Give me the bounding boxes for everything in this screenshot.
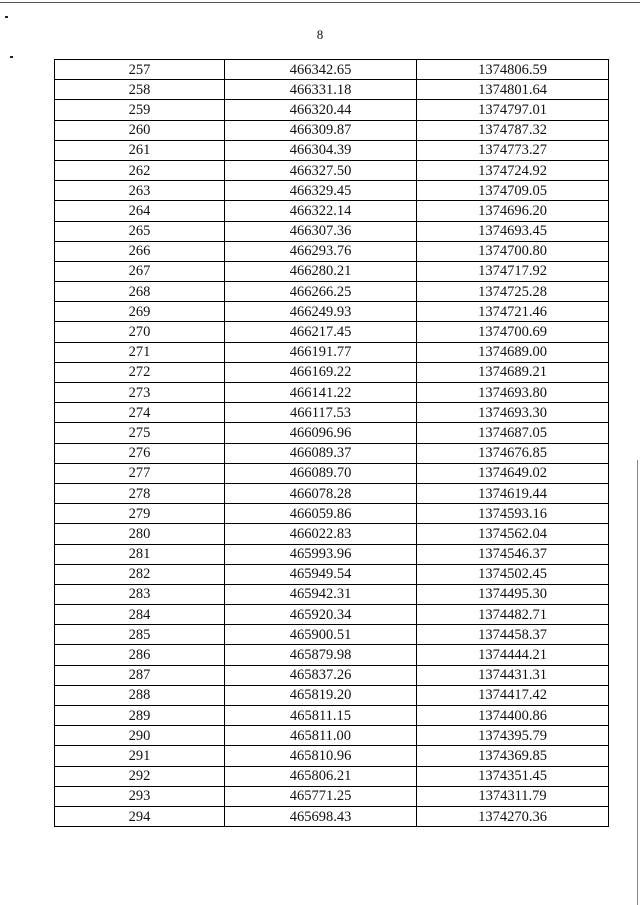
y-coordinate-cell: 1374495.30 bbox=[417, 584, 609, 604]
table-row bbox=[55, 746, 609, 766]
point-number-cell: 281 bbox=[55, 544, 225, 564]
x-coordinate-cell: 466329.45 bbox=[225, 181, 417, 201]
table-row bbox=[55, 544, 609, 564]
x-coordinate-cell: 466322.14 bbox=[225, 201, 417, 221]
table-row bbox=[55, 383, 609, 403]
table-row bbox=[55, 221, 609, 241]
table-row bbox=[55, 504, 609, 524]
y-coordinate-cell: 1374693.45 bbox=[417, 221, 609, 241]
point-number-cell: 260 bbox=[55, 120, 225, 140]
x-coordinate-cell: 466141.22 bbox=[225, 383, 417, 403]
table-row bbox=[55, 706, 609, 726]
table-row bbox=[55, 605, 609, 625]
y-coordinate-cell: 1374687.05 bbox=[417, 423, 609, 443]
point-number-cell: 287 bbox=[55, 665, 225, 685]
y-coordinate-cell: 1374725.28 bbox=[417, 282, 609, 302]
coordinates-table bbox=[54, 59, 609, 827]
point-number-cell: 263 bbox=[55, 181, 225, 201]
y-coordinate-cell: 1374797.01 bbox=[417, 100, 609, 120]
y-coordinate-cell: 1374693.30 bbox=[417, 403, 609, 423]
point-number-cell: 266 bbox=[55, 241, 225, 261]
point-number-cell: 291 bbox=[55, 746, 225, 766]
y-coordinate-cell: 1374721.46 bbox=[417, 302, 609, 322]
point-number-cell: 289 bbox=[55, 706, 225, 726]
x-coordinate-cell: 466089.37 bbox=[225, 443, 417, 463]
table-row bbox=[55, 241, 609, 261]
point-number-cell: 271 bbox=[55, 342, 225, 362]
y-coordinate-cell: 1374562.04 bbox=[417, 524, 609, 544]
point-number-cell: 262 bbox=[55, 160, 225, 180]
x-coordinate-cell: 465879.98 bbox=[225, 645, 417, 665]
x-coordinate-cell: 466266.25 bbox=[225, 282, 417, 302]
x-coordinate-cell: 466096.96 bbox=[225, 423, 417, 443]
table-row bbox=[55, 766, 609, 786]
y-coordinate-cell: 1374431.31 bbox=[417, 665, 609, 685]
point-number-cell: 272 bbox=[55, 362, 225, 382]
y-coordinate-cell: 1374417.42 bbox=[417, 685, 609, 705]
table-row bbox=[55, 403, 609, 423]
point-number-cell: 270 bbox=[55, 322, 225, 342]
y-coordinate-cell: 1374458.37 bbox=[417, 625, 609, 645]
point-number-cell: 273 bbox=[55, 383, 225, 403]
y-coordinate-cell: 1374801.64 bbox=[417, 80, 609, 100]
x-coordinate-cell: 466342.65 bbox=[225, 60, 417, 80]
x-coordinate-cell: 466249.93 bbox=[225, 302, 417, 322]
table-row bbox=[55, 362, 609, 382]
y-coordinate-cell: 1374351.45 bbox=[417, 766, 609, 786]
point-number-cell: 261 bbox=[55, 140, 225, 160]
x-coordinate-cell: 465993.96 bbox=[225, 544, 417, 564]
x-coordinate-cell: 466022.83 bbox=[225, 524, 417, 544]
table-row bbox=[55, 564, 609, 584]
y-coordinate-cell: 1374689.21 bbox=[417, 362, 609, 382]
point-number-cell: 277 bbox=[55, 463, 225, 483]
point-number-cell: 280 bbox=[55, 524, 225, 544]
point-number-cell: 283 bbox=[55, 584, 225, 604]
point-number-cell: 285 bbox=[55, 625, 225, 645]
x-coordinate-cell: 466217.45 bbox=[225, 322, 417, 342]
point-number-cell: 275 bbox=[55, 423, 225, 443]
x-coordinate-cell: 465811.00 bbox=[225, 726, 417, 746]
table-row bbox=[55, 282, 609, 302]
y-coordinate-cell: 1374700.80 bbox=[417, 241, 609, 261]
table-row bbox=[55, 140, 609, 160]
x-coordinate-cell: 466117.53 bbox=[225, 403, 417, 423]
x-coordinate-cell: 466089.70 bbox=[225, 463, 417, 483]
y-coordinate-cell: 1374724.92 bbox=[417, 160, 609, 180]
table-row bbox=[55, 645, 609, 665]
y-coordinate-cell: 1374619.44 bbox=[417, 483, 609, 503]
x-coordinate-cell: 465942.31 bbox=[225, 584, 417, 604]
y-coordinate-cell: 1374693.80 bbox=[417, 383, 609, 403]
table-row bbox=[55, 726, 609, 746]
table-row bbox=[55, 181, 609, 201]
x-coordinate-cell: 466320.44 bbox=[225, 100, 417, 120]
table-row bbox=[55, 120, 609, 140]
point-number-cell: 278 bbox=[55, 483, 225, 503]
x-coordinate-cell: 465698.43 bbox=[225, 806, 417, 826]
x-coordinate-cell: 466309.87 bbox=[225, 120, 417, 140]
x-coordinate-cell: 466169.22 bbox=[225, 362, 417, 382]
y-coordinate-cell: 1374444.21 bbox=[417, 645, 609, 665]
table-row bbox=[55, 483, 609, 503]
point-number-cell: 293 bbox=[55, 786, 225, 806]
scan-speck bbox=[10, 56, 13, 58]
scan-edge-line bbox=[637, 460, 638, 905]
x-coordinate-cell: 466331.18 bbox=[225, 80, 417, 100]
table-row bbox=[55, 665, 609, 685]
x-coordinate-cell: 465771.25 bbox=[225, 786, 417, 806]
x-coordinate-cell: 465819.20 bbox=[225, 685, 417, 705]
point-number-cell: 264 bbox=[55, 201, 225, 221]
table-row bbox=[55, 342, 609, 362]
table-row bbox=[55, 261, 609, 281]
table-row bbox=[55, 322, 609, 342]
x-coordinate-cell: 466191.77 bbox=[225, 342, 417, 362]
point-number-cell: 265 bbox=[55, 221, 225, 241]
y-coordinate-cell: 1374546.37 bbox=[417, 544, 609, 564]
point-number-cell: 292 bbox=[55, 766, 225, 786]
page-number: 8 bbox=[316, 27, 324, 42]
x-coordinate-cell: 465837.26 bbox=[225, 665, 417, 685]
y-coordinate-cell: 1374787.32 bbox=[417, 120, 609, 140]
y-coordinate-cell: 1374482.71 bbox=[417, 605, 609, 625]
point-number-cell: 286 bbox=[55, 645, 225, 665]
table-row bbox=[55, 524, 609, 544]
x-coordinate-cell: 465806.21 bbox=[225, 766, 417, 786]
table-row bbox=[55, 625, 609, 645]
y-coordinate-cell: 1374806.59 bbox=[417, 60, 609, 80]
table-row bbox=[55, 160, 609, 180]
y-coordinate-cell: 1374773.27 bbox=[417, 140, 609, 160]
point-number-cell: 268 bbox=[55, 282, 225, 302]
point-number-cell: 269 bbox=[55, 302, 225, 322]
point-number-cell: 257 bbox=[55, 60, 225, 80]
x-coordinate-cell: 466280.21 bbox=[225, 261, 417, 281]
table-row bbox=[55, 80, 609, 100]
y-coordinate-cell: 1374369.85 bbox=[417, 746, 609, 766]
point-number-cell: 290 bbox=[55, 726, 225, 746]
table-row bbox=[55, 806, 609, 826]
point-number-cell: 276 bbox=[55, 443, 225, 463]
x-coordinate-cell: 465920.34 bbox=[225, 605, 417, 625]
y-coordinate-cell: 1374593.16 bbox=[417, 504, 609, 524]
y-coordinate-cell: 1374717.92 bbox=[417, 261, 609, 281]
table-row bbox=[55, 584, 609, 604]
table-row bbox=[55, 302, 609, 322]
point-number-cell: 274 bbox=[55, 403, 225, 423]
y-coordinate-cell: 1374689.00 bbox=[417, 342, 609, 362]
table-row bbox=[55, 443, 609, 463]
point-number-cell: 259 bbox=[55, 100, 225, 120]
x-coordinate-cell: 466327.50 bbox=[225, 160, 417, 180]
coordinates-table-body bbox=[55, 60, 609, 827]
point-number-cell: 288 bbox=[55, 685, 225, 705]
y-coordinate-cell: 1374311.79 bbox=[417, 786, 609, 806]
y-coordinate-cell: 1374649.02 bbox=[417, 463, 609, 483]
table-row bbox=[55, 60, 609, 80]
x-coordinate-cell: 465810.96 bbox=[225, 746, 417, 766]
point-number-cell: 284 bbox=[55, 605, 225, 625]
y-coordinate-cell: 1374270.36 bbox=[417, 806, 609, 826]
y-coordinate-cell: 1374395.79 bbox=[417, 726, 609, 746]
x-coordinate-cell: 466293.76 bbox=[225, 241, 417, 261]
point-number-cell: 294 bbox=[55, 806, 225, 826]
table-row bbox=[55, 423, 609, 443]
x-coordinate-cell: 466059.86 bbox=[225, 504, 417, 524]
x-coordinate-cell: 466078.28 bbox=[225, 483, 417, 503]
y-coordinate-cell: 1374676.85 bbox=[417, 443, 609, 463]
y-coordinate-cell: 1374400.86 bbox=[417, 706, 609, 726]
top-edge-line bbox=[0, 2, 640, 3]
scan-speck bbox=[5, 16, 8, 18]
table-row bbox=[55, 201, 609, 221]
y-coordinate-cell: 1374696.20 bbox=[417, 201, 609, 221]
table-row bbox=[55, 463, 609, 483]
table-row bbox=[55, 685, 609, 705]
point-number-cell: 279 bbox=[55, 504, 225, 524]
point-number-cell: 267 bbox=[55, 261, 225, 281]
y-coordinate-cell: 1374700.69 bbox=[417, 322, 609, 342]
x-coordinate-cell: 465900.51 bbox=[225, 625, 417, 645]
x-coordinate-cell: 466304.39 bbox=[225, 140, 417, 160]
x-coordinate-cell: 465811.15 bbox=[225, 706, 417, 726]
point-number-cell: 258 bbox=[55, 80, 225, 100]
table-row bbox=[55, 100, 609, 120]
x-coordinate-cell: 466307.36 bbox=[225, 221, 417, 241]
x-coordinate-cell: 465949.54 bbox=[225, 564, 417, 584]
point-number-cell: 282 bbox=[55, 564, 225, 584]
table-row bbox=[55, 786, 609, 806]
y-coordinate-cell: 1374502.45 bbox=[417, 564, 609, 584]
y-coordinate-cell: 1374709.05 bbox=[417, 181, 609, 201]
